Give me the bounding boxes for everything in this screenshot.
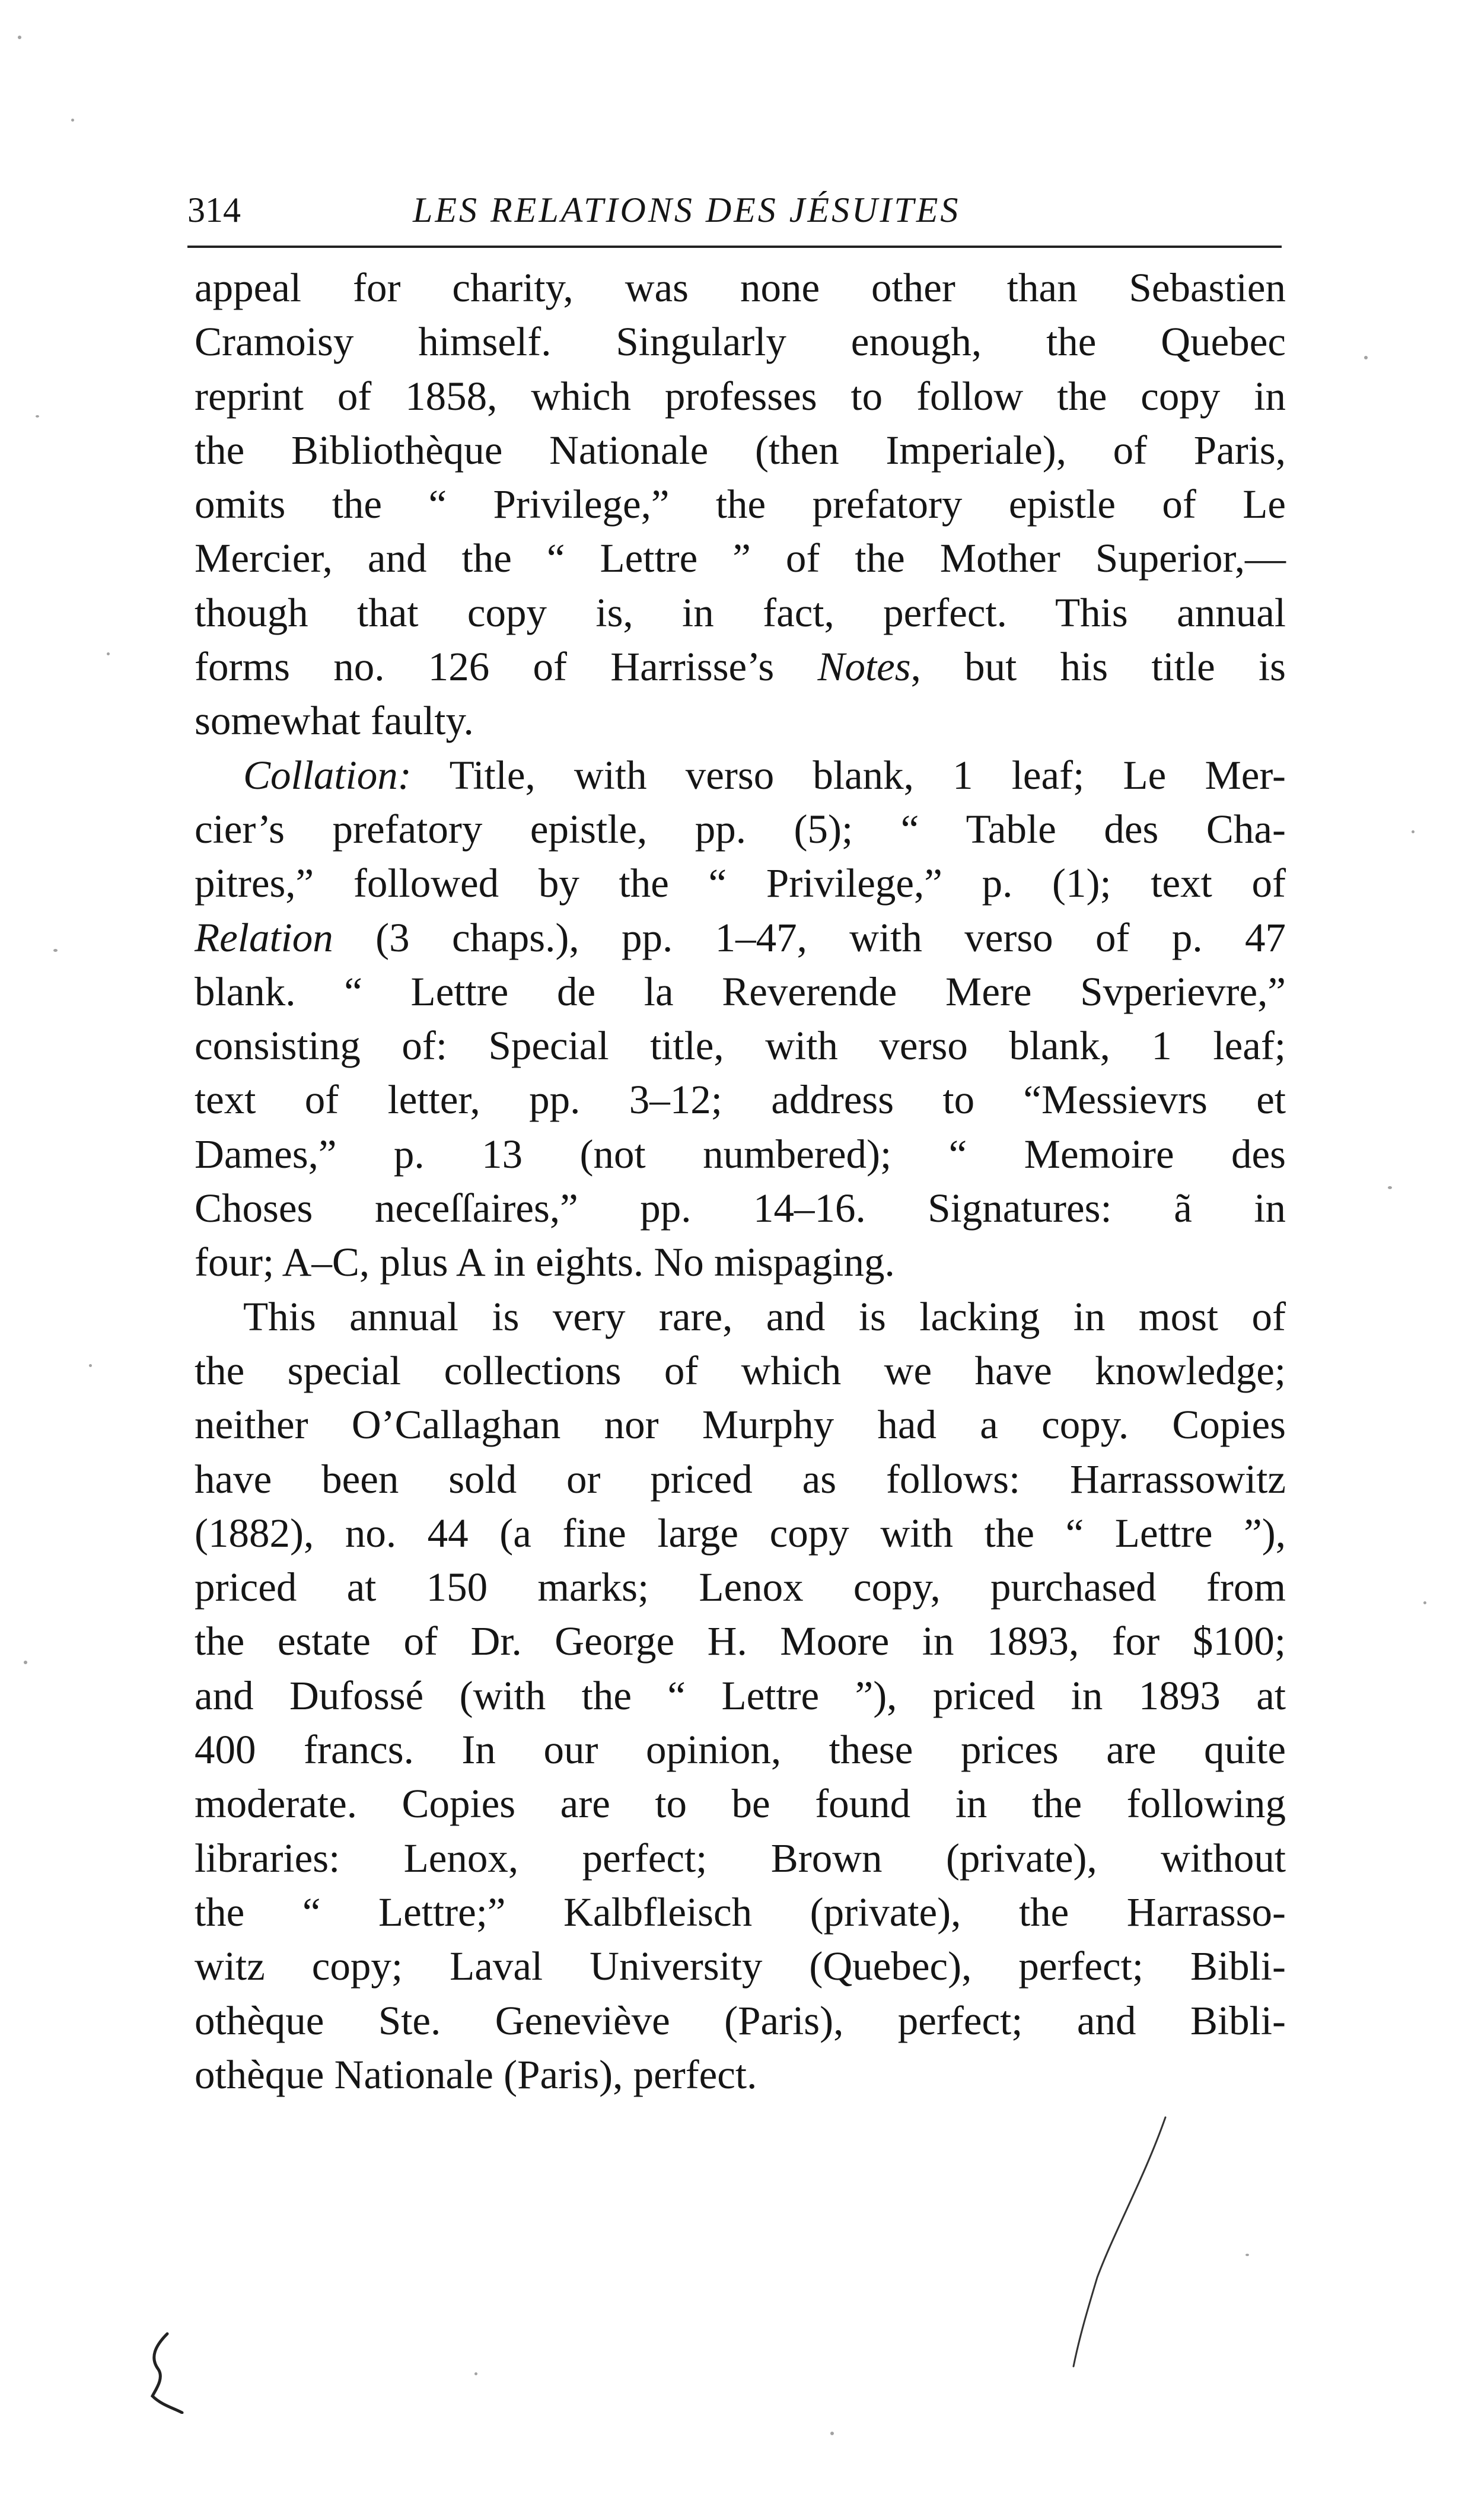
paper-speck bbox=[107, 652, 110, 655]
paper-speck bbox=[1364, 356, 1368, 359]
text-line: text of letter, pp. 3–12; address to “Messievrs et bbox=[195, 1077, 1286, 1123]
text-line: Relation (3 chaps.), pp. 1–47, with verso of p. 47 bbox=[195, 915, 1286, 960]
text-line: (1882), no. 44 (a fine large copy with the “ Lettre ”), bbox=[195, 1510, 1286, 1556]
text-line: moderate. Copies are to be found in the following bbox=[195, 1781, 1286, 1827]
text-line: appeal for charity, was none other than Sebastien bbox=[195, 265, 1286, 310]
text-line: though that copy is, in fact, perfect. This annual bbox=[195, 590, 1286, 635]
paper-speck bbox=[1412, 830, 1415, 833]
italic-term: Notes bbox=[817, 644, 911, 690]
text-line: have been sold or priced as follows: Harrassowitz bbox=[195, 1456, 1286, 1502]
page-number: 314 bbox=[187, 190, 241, 230]
text-line: cier’s prefatory epistle, pp. (5); “ Table des Cha- bbox=[195, 806, 1286, 852]
text-line: Collation: Title, with verso blank, 1 leaf; Le Mer- bbox=[243, 752, 1286, 798]
pen-stroke-mark bbox=[1056, 2111, 1174, 2372]
text-line: consisting of: Special title, with verso blank, 1 leaf; bbox=[195, 1023, 1286, 1069]
text-line: pitres,” followed by the “ Privilege,” p. (1); text of bbox=[195, 861, 1286, 906]
text-line: somewhat faulty. bbox=[195, 698, 474, 744]
paragraph bbox=[195, 748, 1286, 1290]
text-line: four; A–C, plus A in eights. No mispaging. bbox=[195, 1240, 895, 1285]
text-line: the Bibliothèque Nationale (then Imperiale), of Paris, bbox=[195, 427, 1286, 473]
paragraph bbox=[195, 1290, 1286, 2102]
paragraph bbox=[195, 261, 1286, 748]
paper-speck bbox=[1245, 2254, 1249, 2256]
paper-speck bbox=[1388, 1186, 1392, 1189]
text-line: Choses neceſſaires,” pp. 14–16. Signatures: ã in bbox=[195, 1186, 1286, 1231]
text-line: the special collections of which we have knowledge; bbox=[195, 1347, 1286, 1393]
text-line: the estate of Dr. George H. Moore in 1893, for $100; bbox=[195, 1619, 1286, 1664]
text-line: and Dufossé (with the “ Lettre ”), priced in 1893 at bbox=[195, 1672, 1286, 1718]
text-line: neither O’Callaghan nor Murphy had a copy. Copies bbox=[195, 1402, 1286, 1448]
text-line: 400 francs. In our opinion, these prices are quite bbox=[195, 1727, 1286, 1773]
text-line: Cramoisy himself. Singularly enough, the Quebec bbox=[195, 319, 1286, 365]
italic-term: Collation: bbox=[243, 752, 412, 798]
paper-speck bbox=[474, 2372, 477, 2375]
body-text bbox=[195, 261, 1286, 2102]
paper-speck bbox=[830, 2432, 834, 2435]
text-line: othèque Ste. Geneviève (Paris), perfect; and Bibli- bbox=[195, 1997, 1286, 2043]
header-rule bbox=[187, 246, 1282, 248]
text-line: Mercier, and the “ Lettre ” of the Mother Superior,— bbox=[195, 536, 1286, 581]
paper-speck bbox=[36, 415, 39, 418]
paper-speck bbox=[53, 949, 58, 952]
text-line: This annual is very rare, and is lacking in most of bbox=[243, 1294, 1286, 1339]
text-line: witz copy; Laval University (Quebec), perfect; Bibli- bbox=[195, 1944, 1286, 1989]
text-line: blank. “ Lettre de la Reverende Mere Svperievre,” bbox=[195, 969, 1286, 1014]
page-header bbox=[187, 185, 1282, 244]
paper-speck bbox=[18, 36, 21, 39]
paper-speck bbox=[1423, 1601, 1426, 1604]
text-line: omits the “ Privilege,” the prefatory epistle of Le bbox=[195, 482, 1286, 527]
text-line: forms no. 126 of Harrisse’s Notes, but his title is bbox=[195, 644, 1286, 690]
text-line: othèque Nationale (Paris), perfect. bbox=[195, 2051, 757, 2097]
text-line: priced at 150 marks; Lenox copy, purchased from bbox=[195, 1565, 1286, 1610]
paper-speck bbox=[89, 1364, 92, 1367]
margin-bracket-mark bbox=[138, 2331, 185, 2414]
italic-term: Relation bbox=[195, 915, 333, 960]
text-line: reprint of 1858, which professes to follow the copy in bbox=[195, 373, 1286, 419]
text-line: the “ Lettre;” Kalbfleisch (private), the Harrasso- bbox=[195, 1889, 1286, 1935]
paper-speck bbox=[71, 119, 74, 122]
text-line: libraries: Lenox, perfect; Brown (private), without bbox=[195, 1835, 1286, 1881]
running-title: LES RELATIONS DES JÉSUITES bbox=[413, 190, 961, 230]
paper-speck bbox=[24, 1661, 27, 1664]
text-line: Dames,” p. 13 (not numbered); “ Memoire des bbox=[195, 1131, 1286, 1177]
